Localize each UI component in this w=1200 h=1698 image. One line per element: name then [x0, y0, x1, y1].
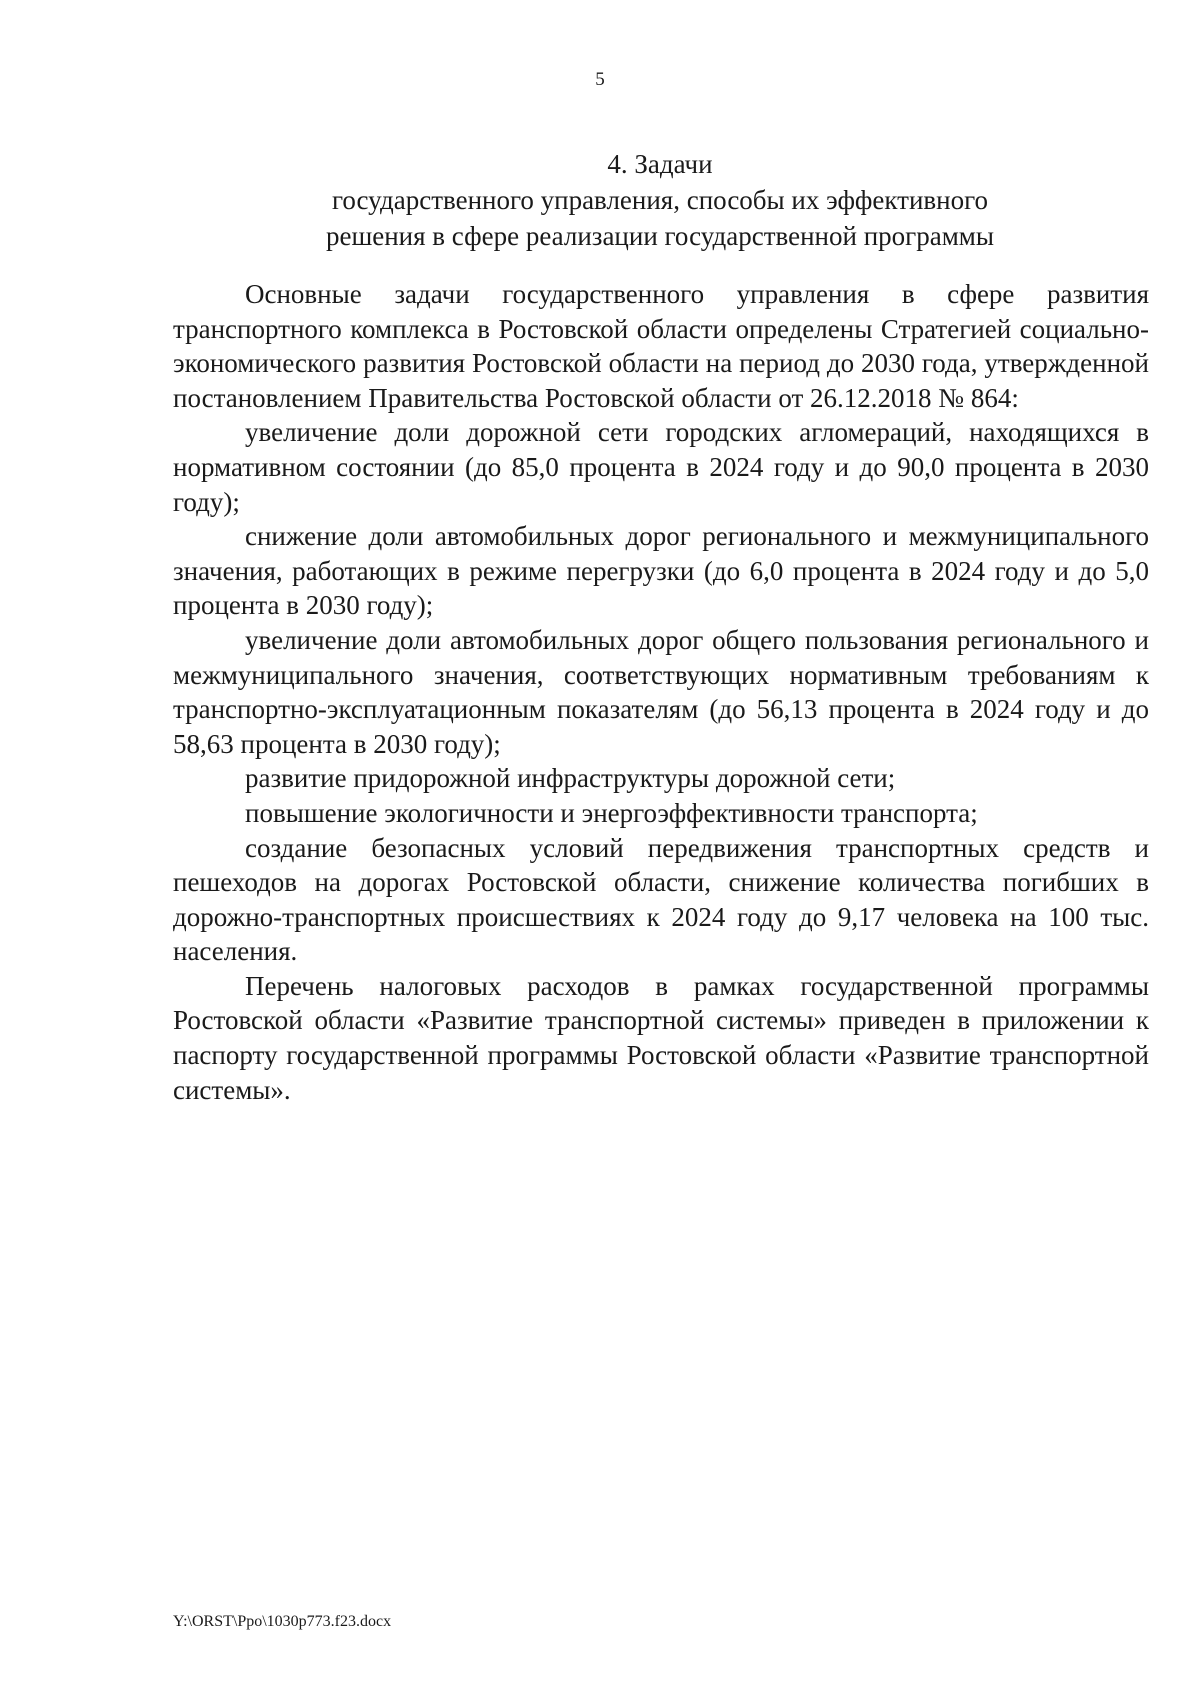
paragraph-tax-expenses: Перечень налоговых расходов в рамках государственной программы Ростовской области «Развитие транспортной системы» приведен в приложении к паспорту государственной программы Ростовской области «Развитие транспортной системы». [173, 970, 1149, 1105]
paragraph-task-safety: создание безопасных условий передвижения транспортных средств и пешеходов на дорогах Ростовской области, снижение количества погибших в дорожно-транспортных происшествиях к 2024 году до 9,17 человека на 100 тыс. населения. [173, 832, 1149, 967]
paragraph-task-road-network: увеличение доли дорожной сети городских агломераций, находящихся в нормативном состоянии (до 85,0 процента в 2024 году и до 90,0 процента в 2030 году); [173, 417, 1149, 517]
footer-file-path: Y:\ORST\Ppo\1030p773.f23.docx [173, 1613, 392, 1630]
paragraph-task-ecology: повышение экологичности и энергоэффективности транспорта; [245, 797, 978, 828]
paragraph-task-overload: снижение доли автомобильных дорог регионального и межмуниципального значения, работающих в режиме перегрузки (до 6,0 процента в 2024 году и до 5,0 процента в 2030 году); [173, 521, 1149, 621]
section-heading [160, 146, 1160, 254]
section-heading-line-2: государственного управления, способы их эффективного [331, 185, 988, 215]
paragraph-task-infrastructure: развитие придорожной инфраструктуры дорожной сети; [245, 763, 896, 794]
document-body [173, 277, 1149, 1107]
paragraph-intro: Основные задачи государственного управления в сфере развития транспортного комплекса в Ростовской области определены Стратегией социально-экономического развития Ростовской области на период до 2030 года, утвержденной постановлением Правительства Ростовской области от 26.12.2018 № 864: [173, 279, 1149, 413]
section-heading-line-3: решения в сфере реализации государственной программы [325, 221, 995, 251]
section-heading-title: 4. Задачи [607, 149, 713, 179]
page-number: 5 [595, 69, 605, 90]
paragraph-task-road-standards: увеличение доли автомобильных дорог общего пользования регионального и межмуниципального значения, соответствующих нормативным требованиям к транспортно-эксплуатационным показателям (до 56,13 процента в 2024 году и до 58,63 процента в 2030 году); [173, 624, 1149, 759]
